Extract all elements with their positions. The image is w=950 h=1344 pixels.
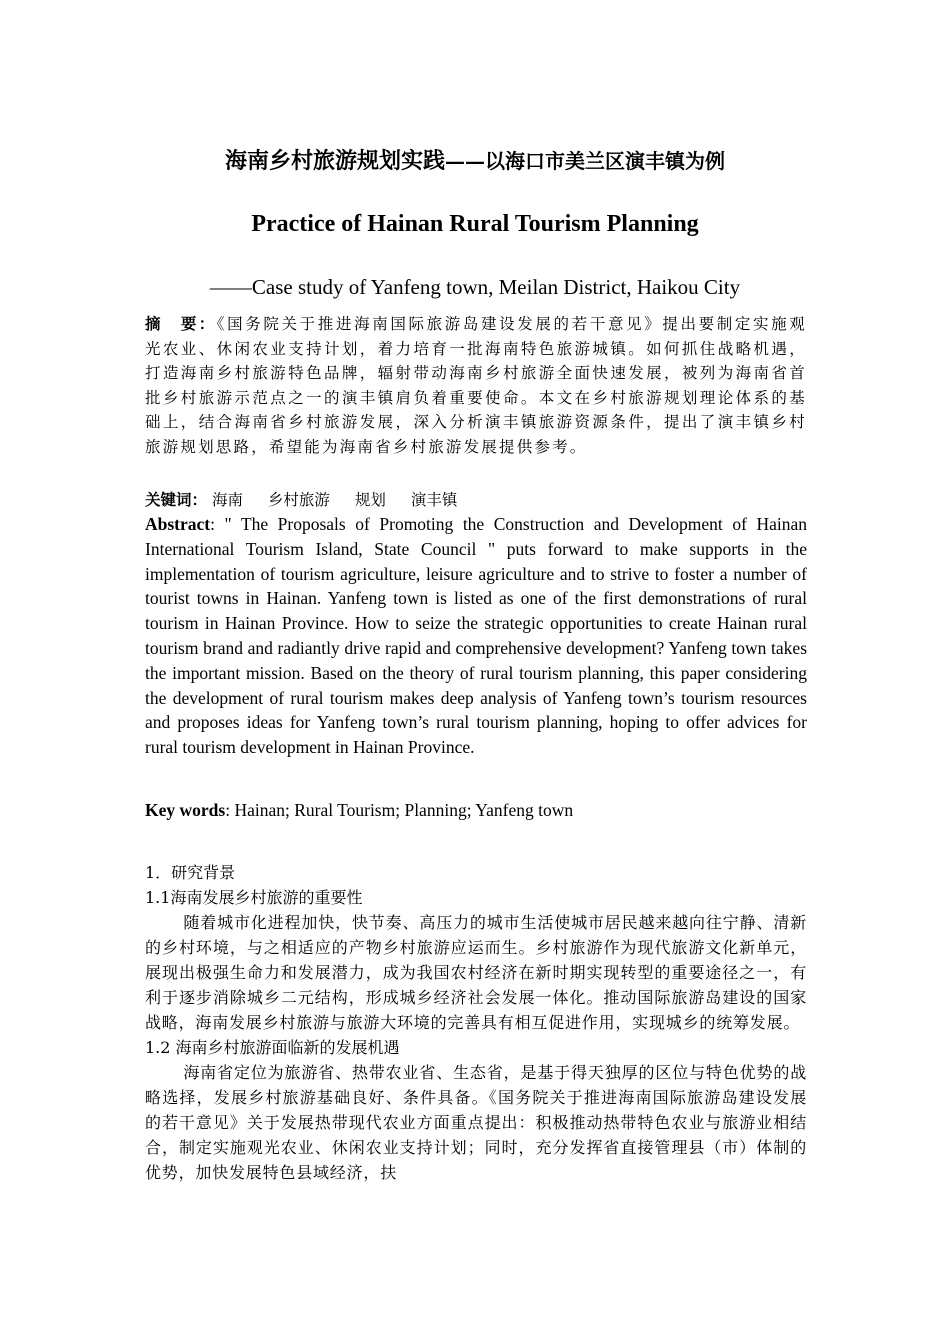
section-heading: 1．研究背景	[145, 863, 236, 882]
abstract-chinese	[145, 312, 807, 459]
abstract-english	[145, 512, 807, 760]
abstract-chinese-text: 《国务院关于推进海南国际旅游岛建设发展的若干意见》提出要制定实施观光农业、休闲农业支持计划，着力培育一批海南特色旅游城镇。如何抓住战略机遇，打造海南乡村旅游特色品牌，辐射带动海南乡村旅游全面快速发展，被列为海南省首批乡村旅游示范点之一的演丰镇肩负着重要使命。本文在乡村旅游规划理论体系的基础上，结合海南省乡村旅游发展，深入分析演丰镇旅游资源条件，提出了演丰镇乡村旅游规划思路，希望能为海南省乡村旅游发展提供参考。	[145, 315, 807, 456]
abstract-english-text: : " The Proposals of Promoting the Construction and Development of Hainan International Tourism Island, State Council " puts forward to make supports in the implementation of tourism agriculture, leisure agriculture and to strive to foster a number of tourist towns in Hainan. Yanfeng town is listed as one of the first demonstrations of rural tourism in Hainan Province. How to seize the strategic opportunities to create Hainan rural tourism brand and radiantly drive rapid and comprehensive development? Yanfeng town takes the important mission. Based on the theory of rural tourism planning, this paper considering the development of rural tourism makes deep analysis of Yanfeng town’s tourism resources and proposes ideas for Yanfeng town’s rural tourism planning, hoping to offer advices for rural tourism development in Hainan Province.	[145, 514, 807, 758]
abstract-english-label: Abstract	[145, 514, 211, 534]
paragraph: 海南省定位为旅游省、热带农业省、生态省，是基于得天独厚的区位与特色优势的战略选择，发展乡村旅游基础良好、条件具备。《国务院关于推进海南国际旅游岛建设发展的若干意见》关于发展热带现代农业方面重点提出：积极推动热带特色农业与旅游业相结合，制定实施观光农业、休闲农业支持计划；同时，充分发挥省直接管理县（市）体制的优势，加快发展特色县域经济，扶	[145, 1063, 807, 1182]
title-chinese-sub: ——以海口市美兰区演丰镇为例	[445, 149, 725, 173]
keywords-english	[145, 798, 807, 822]
subtitle-english: ——Case study of Yanfeng town, Meilan District, Haikou City	[209, 275, 741, 299]
paragraph: 随着城市化进程加快，快节奏、高压力的城市生活使城市居民越来越向往宁静、清新的乡村环境，与之相适应的产物乡村旅游应运而生。乡村旅游作为现代旅游文化新单元，展现出极强生命力和发展潜力，成为我国农村经济在新时期实现转型的重要途径之一，有利于逐步消除城乡二元结构，形成城乡经济社会发展一体化。推动国际旅游岛建设的国家战略，海南发展乡村旅游与旅游大环境的完善具有相互促进作用，实现城乡的统筹发展。	[145, 913, 807, 1032]
abstract-chinese-label: 摘 要：	[145, 315, 217, 333]
keyword-item: 演丰镇	[410, 491, 458, 509]
keywords-chinese	[145, 489, 807, 511]
subsection-heading: 1.2 海南乡村旅游面临新的发展机遇	[145, 1038, 400, 1057]
keywords-chinese-label: 关键词：	[145, 491, 208, 509]
title-chinese	[0, 146, 950, 177]
subsection-heading: 1.1海南发展乡村旅游的重要性	[145, 888, 363, 907]
keyword-item: 规划	[354, 491, 386, 509]
body-text	[145, 860, 807, 1185]
title-english: Practice of Hainan Rural Tourism Planning	[251, 211, 699, 237]
keyword-item: 海南	[211, 491, 243, 509]
keyword-item: 乡村旅游	[267, 491, 330, 509]
title-chinese-main: 海南乡村旅游规划实践	[224, 149, 445, 174]
keywords-english-label: Key words	[145, 800, 226, 820]
keywords-english-text: : Hainan; Rural Tourism; Planning; Yanfeng town	[225, 800, 574, 820]
